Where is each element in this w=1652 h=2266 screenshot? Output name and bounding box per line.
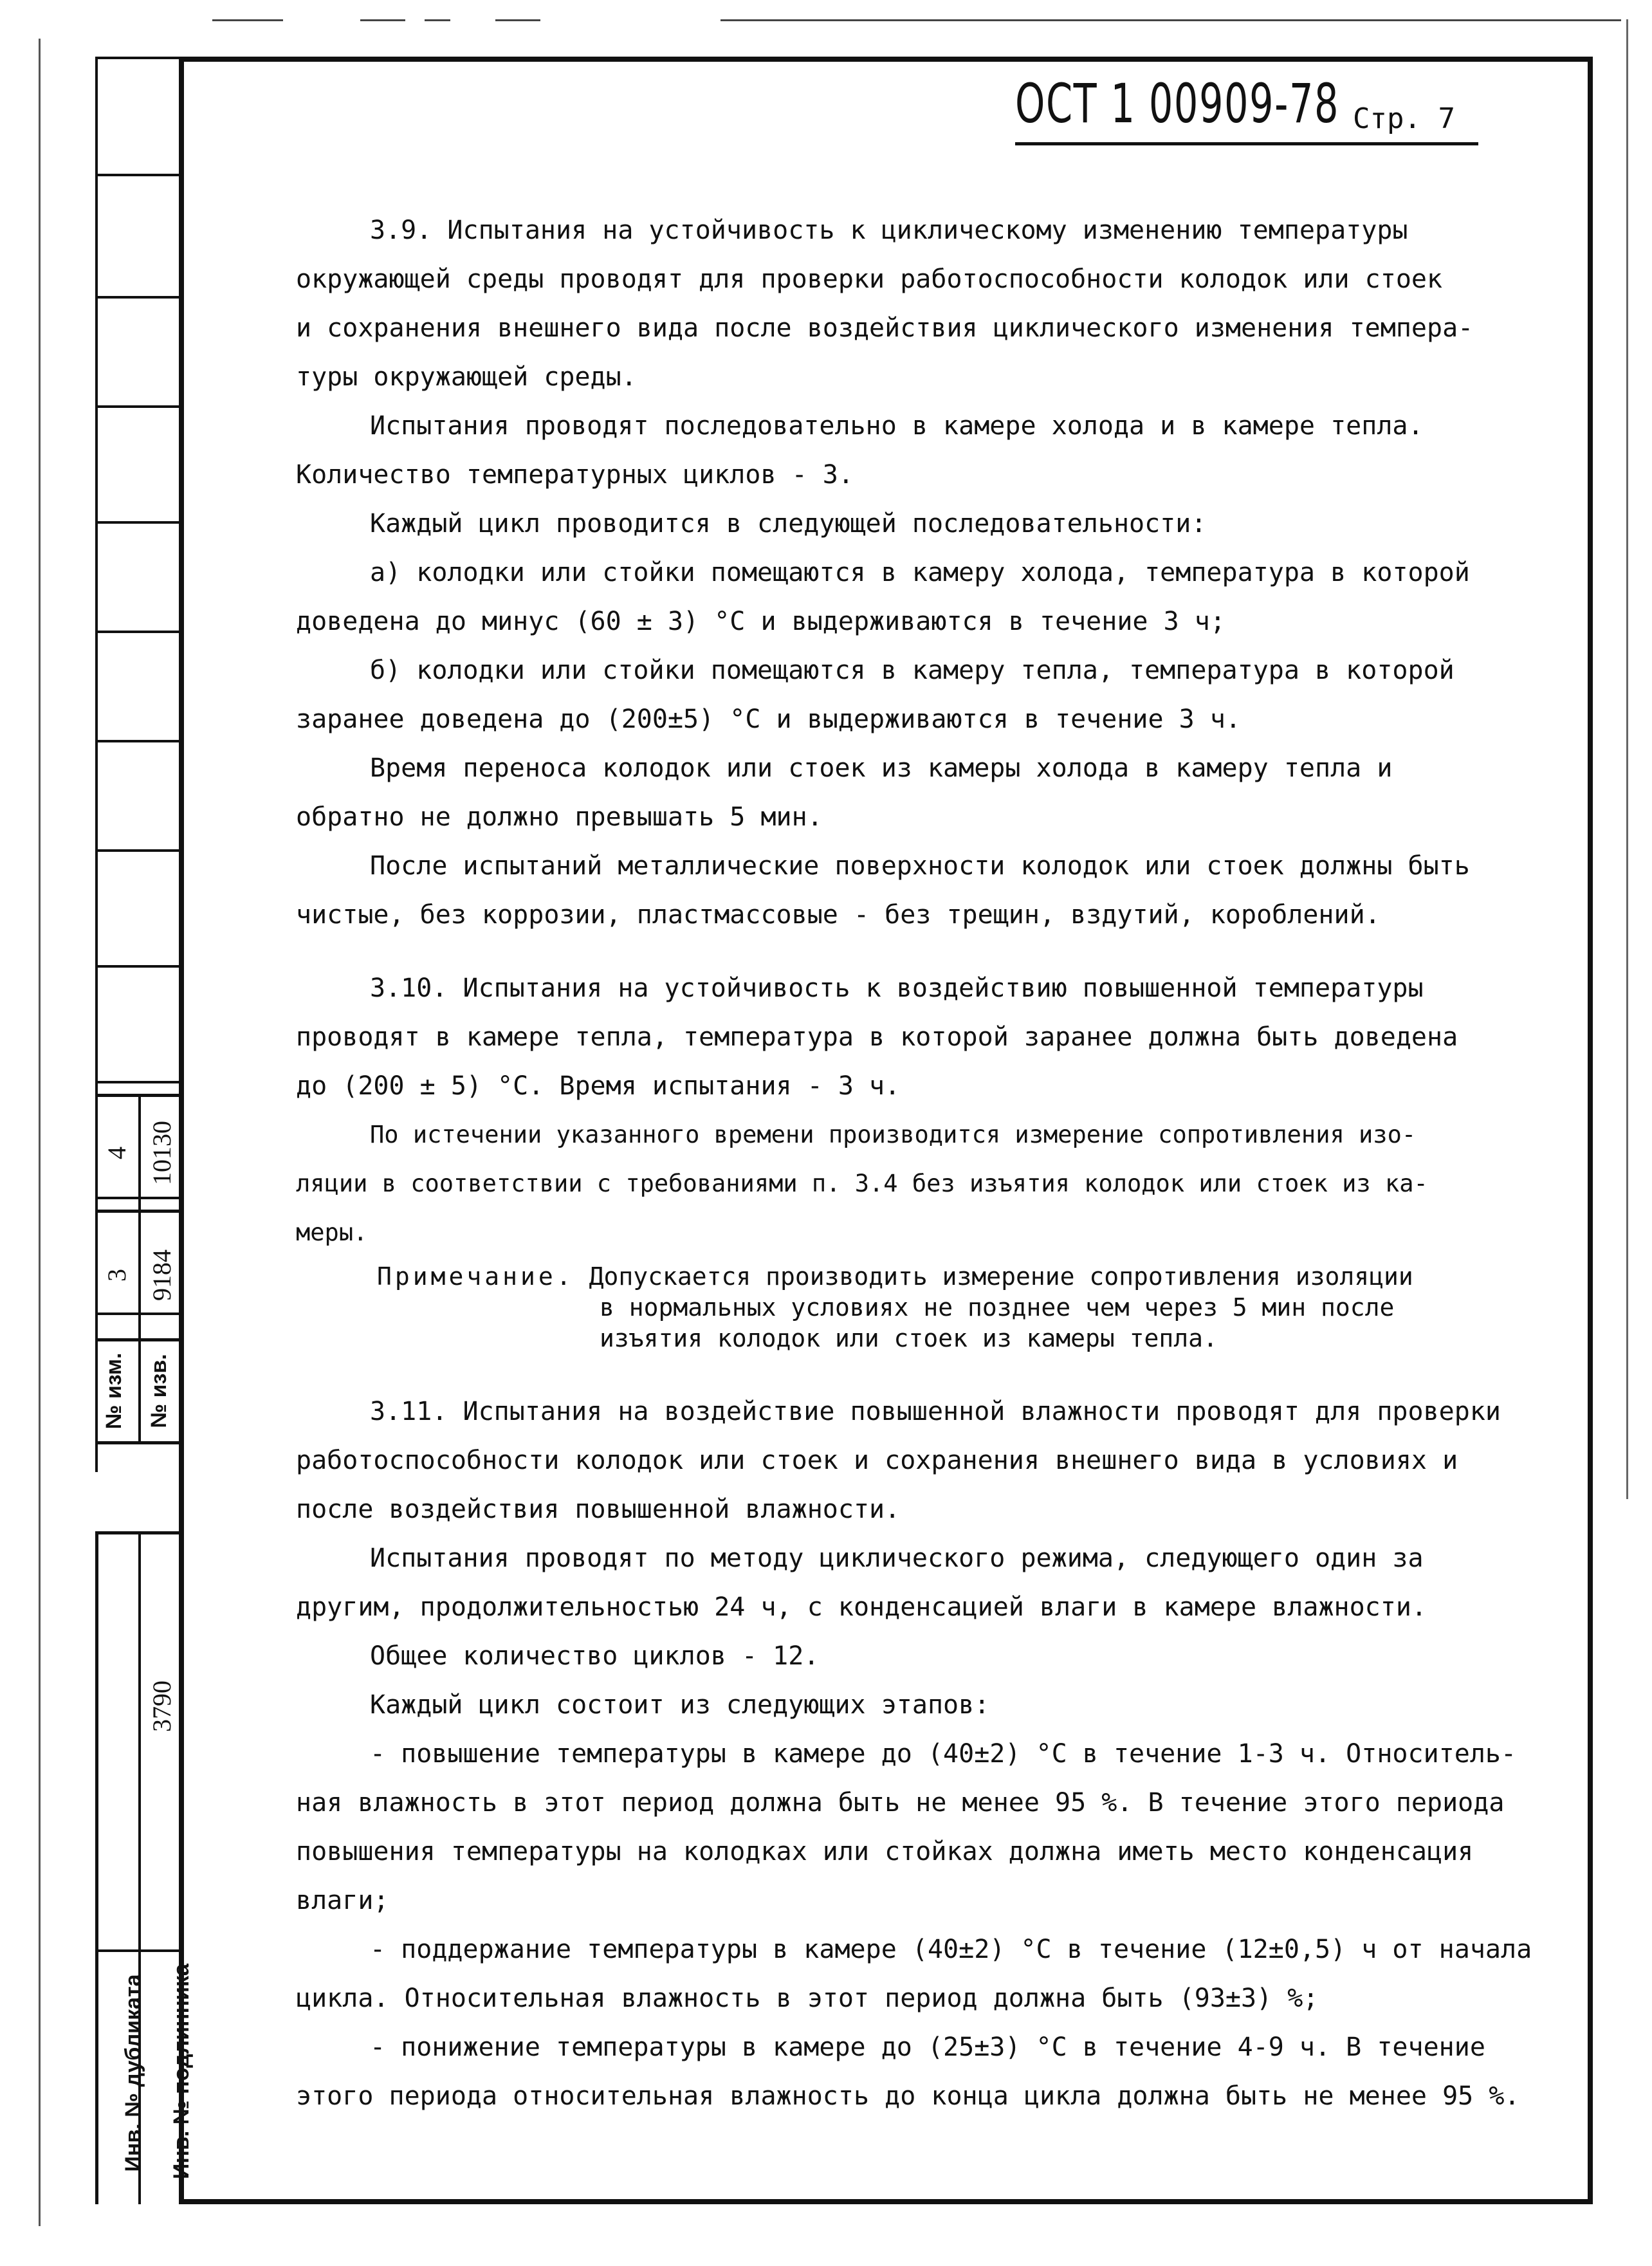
body-line: Испытания проводят по методу циклического режима, следующего один за (370, 1543, 1424, 1573)
stamp-row-8 (95, 965, 181, 968)
note-label: Примечание. (377, 1262, 574, 1291)
body-line: влаги; (296, 1886, 389, 1915)
body-line: цикла. Относительная влажность в этот период должна быть (93±3) %; (296, 1984, 1319, 2013)
stamp-row-2 (95, 296, 181, 299)
top-rule-5 (720, 19, 1621, 21)
doc-value-9184: 9184 (147, 1249, 176, 1301)
body-line: чистые, без коррозии, пластмассовые - без трещин, вздутий, короблений. (296, 900, 1381, 930)
body-line: а) колодки или стойки помещаются в камеру холода, температура в которой (370, 558, 1470, 587)
rev-value-4: 4 (102, 1147, 131, 1159)
stamp-row-1 (95, 174, 181, 176)
inv-value: 3790 (147, 1681, 176, 1732)
note-line-2: в нормальных условиях не позднее чем через 5 мин после (600, 1293, 1395, 1322)
body-line: Время переноса колодок или стоек из камеры холода в камеру тепла и (370, 753, 1393, 783)
body-line: окружающей среды проводят для проверки работоспособности колодок или стоек (296, 264, 1443, 294)
stamp-row-6 (95, 740, 181, 742)
body-line: После испытаний металлические поверхности колодок или стоек должны быть (370, 851, 1470, 881)
body-line: работоспособности колодок или стоек и сохранения внешнего вида в условиях и (296, 1446, 1458, 1475)
top-rule-3 (425, 19, 450, 21)
body-line: заранее доведена до (200±5) °С и выдерживаются в течение 3 ч. (296, 705, 1242, 734)
stamp-row-7 (95, 849, 181, 852)
page-number: Стр. 7 (1353, 102, 1455, 135)
top-rule-2 (360, 19, 405, 21)
body-line: б) колодки или стойки помещаются в камеру тепла, температура в которой (370, 656, 1455, 685)
body-line: повышения температуры на колодках или стойках должна иметь место конденсация (296, 1837, 1474, 1866)
stamp-row-9 (95, 1081, 181, 1083)
dup-label: Инв. № дубликата (121, 1974, 145, 2172)
body-line: этого периода относительная влажность до конца цикла должна быть не менее 95 %. (296, 2081, 1520, 2111)
document-body-continued (296, 1387, 1532, 2121)
stamp-column-top-border (95, 57, 181, 59)
rev-table-row-a (95, 1210, 181, 1213)
body-line: По истечении указанного времени производится измерение сопротивления изо- (370, 1121, 1417, 1148)
rev-table-row-b (95, 1338, 181, 1341)
body-line: и сохранения внешнего вида после воздействия циклического изменения темпера- (296, 313, 1474, 343)
body-line: доведена до минус (60 ± 3) °С и выдерживаются в течение 3 ч; (296, 607, 1225, 636)
body-line: после воздействия повышенной влажности. (296, 1495, 901, 1524)
body-line: ляции в соответствии с требованиями п. 3.4 без изъятия колодок или стоек из ка- (296, 1170, 1428, 1197)
header-underline (1015, 142, 1478, 145)
body-line: Каждый цикл проводится в следующей последовательности: (370, 509, 1207, 539)
body-line: Количество температурных циклов - 3. (296, 460, 854, 490)
top-rule-4 (495, 19, 540, 21)
document-body (296, 206, 1518, 1257)
body-line: 3.10. Испытания на устойчивость к воздействию повышенной температуры (370, 973, 1424, 1003)
top-rule-1 (212, 19, 283, 21)
stamp-column-left-border (95, 57, 98, 1472)
body-line: 3.9. Испытания на устойчивость к циклическому изменению температуры (370, 216, 1408, 245)
body-line: - поддержание температуры в камере (40±2) °С в течение (12±0,5) ч от начала (370, 1935, 1532, 1964)
left-edge-rule (39, 39, 41, 2226)
right-edge-rule (1626, 19, 1628, 1499)
body-line: обратно не должно превышать 5 мин. (296, 802, 823, 832)
doc-label: № изв. (147, 1354, 171, 1428)
body-line: проводят в камере тепла, температура в которой заранее должна быть доведена (296, 1022, 1458, 1052)
rev-table-top (95, 1094, 181, 1097)
stamp-row-5 (95, 631, 181, 633)
body-line: туры окружающей среды. (296, 362, 637, 392)
stamp-row-4 (95, 521, 181, 524)
body-line: Общее количество циклов - 12. (370, 1641, 820, 1671)
body-line: другим, продолжительностью 24 ч, с конденсацией влаги в камере влажности. (296, 1592, 1427, 1622)
body-line: меры. (296, 1219, 368, 1246)
stamp-row-3 (95, 405, 181, 408)
doc-value-10130: 10130 (147, 1121, 176, 1185)
inv-table-row (95, 1949, 181, 1952)
inv-table-left (95, 1531, 98, 2204)
body-line: ная влажность в этот период должна быть не менее 95 %. В течение этого периода (296, 1788, 1505, 1818)
body-line: Испытания проводят последовательно в камере холода и в камере тепла. (370, 411, 1424, 441)
note-block (377, 1261, 1413, 1354)
standard-code: ОСТ 1 00909-78 (1015, 72, 1340, 135)
rev-label: № изм. (102, 1352, 126, 1430)
body-line: - понижение температуры в камере до (25±3) °С в течение 4-9 ч. В течение (370, 2032, 1485, 2062)
body-line: 3.11. Испытания на воздействие повышенной влажности проводят для проверки (370, 1397, 1501, 1426)
page-header (1015, 72, 1478, 145)
rev-table-divider (138, 1094, 141, 1441)
orig-label: Инв. № подлинника (169, 1964, 194, 2179)
note-line-1: Допускается производить измерение сопротивления изоляции (589, 1262, 1413, 1291)
note-line-3: изъятия колодок или стоек из камеры тепла. (600, 1324, 1218, 1352)
body-line: - повышение температуры в камере до (40±2) °С в течение 1-3 ч. Относитель- (370, 1739, 1517, 1769)
rev-value-3: 3 (102, 1269, 131, 1282)
body-line: Каждый цикл состоит из следующих этапов: (370, 1690, 990, 1720)
body-line: до (200 ± 5) °С. Время испытания - 3 ч. (296, 1071, 901, 1101)
rev-table-bottom (95, 1441, 181, 1444)
